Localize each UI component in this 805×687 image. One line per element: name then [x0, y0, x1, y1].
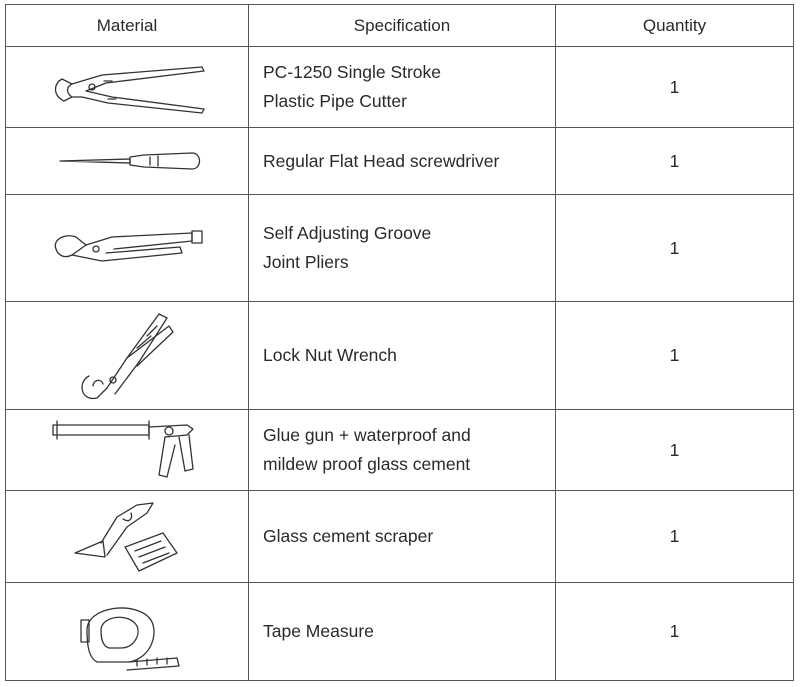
- material-header: Material: [6, 5, 249, 47]
- spec-line: Tape Measure: [263, 621, 374, 641]
- material-cell: [6, 583, 249, 681]
- cement-scraper-icon: [67, 497, 187, 577]
- table-row: [6, 302, 794, 410]
- spec-cell: [249, 128, 556, 195]
- groove-joint-pliers-icon: [42, 223, 212, 273]
- spec-cell: [249, 195, 556, 302]
- spec-line: Self Adjusting Groove: [263, 223, 432, 243]
- spec-line: Joint Pliers: [263, 252, 349, 272]
- spec-line: PC-1250 Single Stroke: [263, 62, 442, 82]
- specification-header: Specification: [249, 5, 556, 47]
- quantity-cell: 1: [556, 128, 794, 195]
- material-cell: [6, 195, 249, 302]
- material-cell: [6, 410, 249, 491]
- spec-line: Glue gun + waterproof and: [263, 425, 471, 445]
- spec-line: Plastic Pipe Cutter: [263, 91, 407, 111]
- quantity-cell: 1: [556, 302, 794, 410]
- quantity-cell: 1: [556, 491, 794, 583]
- table-row: [6, 583, 794, 681]
- quantity-cell: 1: [556, 410, 794, 491]
- quantity-cell: 1: [556, 583, 794, 681]
- quantity-cell: 1: [556, 195, 794, 302]
- flat-head-screwdriver-icon: [42, 149, 212, 173]
- materials-table: [5, 4, 794, 681]
- header-row: [6, 5, 794, 47]
- material-cell: [6, 47, 249, 128]
- spec-line: Regular Flat Head screwdriver: [263, 150, 500, 171]
- spec-cell: [249, 47, 556, 128]
- quantity-header: Quantity: [556, 5, 794, 47]
- pipe-cutter-icon: [42, 57, 212, 117]
- table-row: [6, 195, 794, 302]
- table-row: [6, 128, 794, 195]
- spec-line: Glass cement scraper: [263, 526, 434, 546]
- material-cell: [6, 491, 249, 583]
- material-cell: [6, 302, 249, 410]
- glue-gun-icon: [47, 415, 207, 485]
- spec-line: Lock Nut Wrench: [263, 345, 397, 365]
- lock-nut-wrench-icon: [67, 306, 187, 406]
- spec-cell: [249, 410, 556, 491]
- table-row: [6, 491, 794, 583]
- spec-cell: [249, 491, 556, 583]
- table-row: [6, 410, 794, 491]
- tape-measure-icon: [67, 590, 187, 674]
- material-cell: [6, 128, 249, 195]
- spec-cell: [249, 302, 556, 410]
- table-row: [6, 47, 794, 128]
- spec-line: mildew proof glass cement: [263, 454, 471, 474]
- quantity-cell: 1: [556, 47, 794, 128]
- spec-cell: [249, 583, 556, 681]
